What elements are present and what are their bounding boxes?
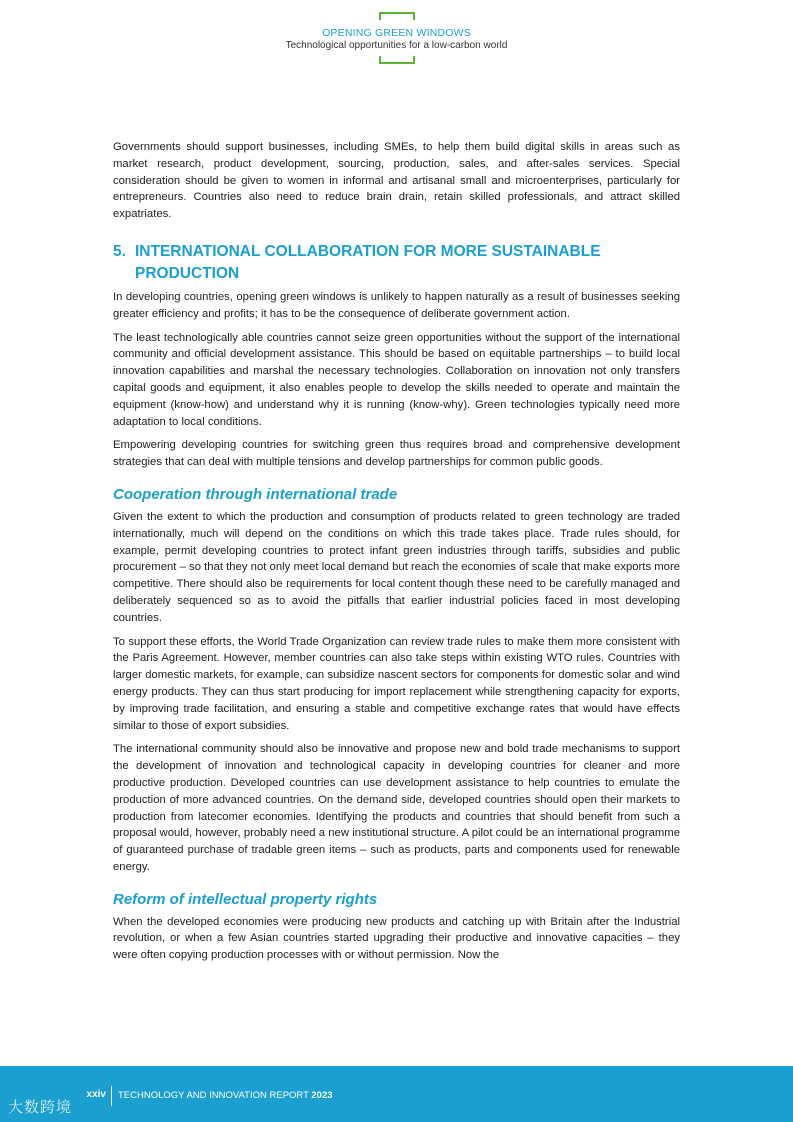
trade-paragraph: The international community should also be innovative and propose new and bold trade mechanisms to support the development of innovation and technological capacity in developing countries for cleaner and more productive production. Developed countries can use development assistance to help countries to emulate the production of more advanced countries. On the demand side, developed countries should open their markets to production from latecomer economies. Identifying the products and countries that should benefit from such a proposal would, however, probably need a new institutional structure. A pilot could be an international programme of guaranteed purchase of tradable green items – such as products, parts and components used for renewable energy. [113, 743, 680, 873]
report-name [118, 1090, 333, 1101]
section-paragraph: The least technologically able countries cannot seize green opportunities without the support of the international community and official development assistance. This should be based on equitable partnerships – to build local innovation capabilities and marshal the necessary technologies. Collaboration on innovation not only transfers capital goods and equipment, it also enables people to develop the skills needed to operate and maintain the equipment (know-how) and understand why it is running (know-why). Green technologies typically need more adaptation to local conditions. [113, 331, 680, 428]
section-title: INTERNATIONAL COLLABORATION FOR MORE SUSTAINABLE PRODUCTION [135, 242, 601, 282]
trade-paragraph: Given the extent to which the production and consumption of products related to green technology are traded internationally, much will depend on the conditions on which this trade takes place. Trade rules should, for example, permit developing countries to protect infant green industries through tariffs, subsidies and public procurement – so that they not only meet local demand but reach the economies of scale that make exports more competitive. There should also be requirements for local content though these need to be carefully managed and deliberately sequenced so as to avoid the pitfalls that earlier industrial policies faced in most developing countries. [113, 510, 680, 624]
page-content [113, 139, 680, 971]
section-paragraph: Empowering developing countries for switching green thus requires broad and comprehensive development strategies that can deal with multiple tensions and develop partnerships for common public goods. [113, 439, 680, 469]
page-footer [0, 1066, 793, 1122]
watermark-logo: 大数跨境 [8, 1099, 73, 1116]
ipr-paragraph: When the developed economies were producing new products and catching up with Britain after the Industrial revolution, or when a few Asian countries started upgrading their productive and innovative capacities – they were often copying production processes with or without permission. Now the [113, 915, 680, 962]
header-subtitle: Technological opportunities for a low-carbon world [285, 40, 508, 51]
page-header [0, 12, 793, 64]
section-number: 5. [113, 242, 126, 260]
header-bracket-top [379, 12, 415, 22]
subsection-heading-ipr: Reform of intellectual property rights [113, 890, 378, 908]
trade-paragraph: To support these efforts, the World Trade Organization can review trade rules to make them more consistent with the Paris Agreement. However, member countries can also take steps within existing WTO rules. Countries with larger domestic markets, for example, can subsidize nascent sectors for components for domestic solar and wind energy products. They can thus start producing for import replacement while strengthening capacity for exports, by improving trade facilitation, and ensuring a stable and competitive exchange rates that would have effects similar to those of export subsidies. [113, 635, 680, 732]
header-bracket-bottom [379, 54, 415, 64]
report-prefix: TECHNOLOGY AND INNOVATION REPORT [118, 1090, 309, 1101]
intro-paragraph: Governments should support businesses, including SMEs, to help them build digital skills in areas such as market research, product development, sourcing, production, sales, and after-sales services. Special consideration should be given to women in informal and artisanal small and microenterprises, particularly for entrepreneurs. Countries also need to reduce brain drain, retain skilled professionals, and attract skilled expatriates. [113, 141, 680, 221]
report-year: 2023 [311, 1090, 333, 1101]
section-heading [113, 241, 680, 285]
section-paragraph: In developing countries, opening green windows is unlikely to happen naturally as a result of businesses seeking greater efficiency and profits; it has to be the consequence of deliberate government action. [113, 290, 680, 320]
page-number: xxiv [86, 1089, 106, 1100]
subsection-heading-trade: Cooperation through international trade [113, 485, 398, 503]
footer-divider [111, 1086, 112, 1106]
header-title: OPENING GREEN WINDOWS [322, 27, 471, 39]
